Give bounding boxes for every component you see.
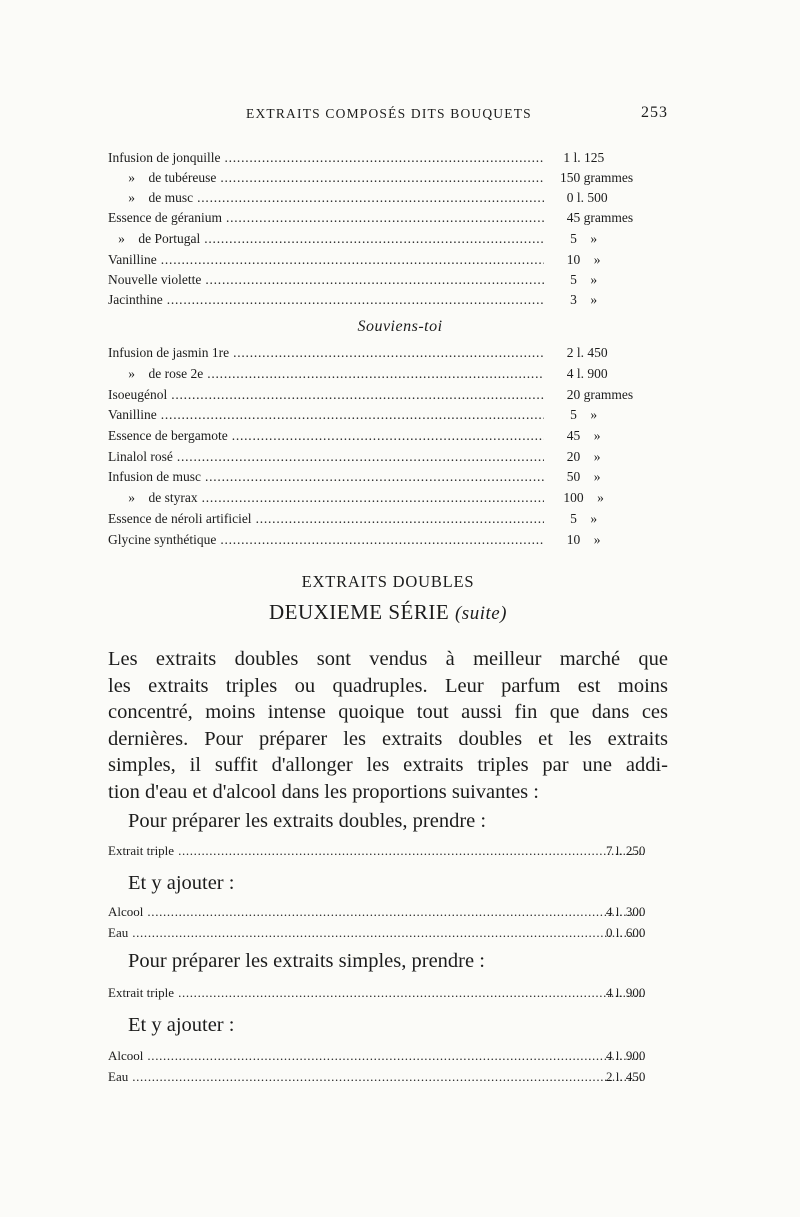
formula-row: Alcool . . . 4 l. 900 — [108, 1048, 648, 1068]
instruction-add-simples: Et y ajouter : — [128, 1014, 235, 1036]
paragraph-line: Les extraits doubles sont vendus à meilleur marché que — [108, 648, 668, 670]
formula-row: Essence de bergamote . . . 45 » — [108, 428, 548, 448]
formula-row: Eau . . . 0 l. 600 — [108, 925, 648, 945]
formula-row: » de tubéreuse . . . 150 grammes — [108, 170, 548, 190]
formula-row: Glycine synthétique . . . 10 » — [108, 532, 548, 552]
formula-row: Infusion de jonquille . . . 1 l. 125 — [108, 150, 548, 170]
formula-row: Isoeugénol . . . 20 grammes — [108, 387, 548, 407]
paragraph-line: les extraits triples ou quadruples. Leur parfum est moins — [108, 674, 668, 697]
paragraph-line: simples, il suffit d'allonger les extraits triples par une addi- — [108, 754, 668, 776]
section-subheading-text: DEUXIEME SÉRIE — [268, 600, 450, 624]
paragraph-line: concentré, moins intense quoique tout aussi fin que dans ces — [108, 701, 668, 723]
formula-row: Extrait triple . . . 7 l. 250 — [108, 843, 648, 863]
paragraph-line: tion d'eau et d'alcool dans les proportions suivantes : — [108, 780, 539, 803]
instruction-simples: Pour préparer les extraits simples, prendre : — [128, 950, 485, 972]
formula-row: Infusion de musc . . . 50 » — [108, 469, 548, 489]
formula-row: Eau . . . 2 l. 450 — [108, 1069, 648, 1089]
section-subheading — [0, 600, 776, 625]
formula-row: » de styrax . . . 100 » — [108, 490, 548, 510]
formula-row: Essence de néroli artificiel . . . 5 » — [108, 511, 548, 531]
formula-row: Vanilline . . . 10 » — [108, 252, 548, 272]
body-paragraph — [108, 646, 668, 805]
formula-row: Extrait triple . . . 4 l. 900 — [108, 985, 648, 1005]
formula-row: Nouvelle violette . . . 5 » — [108, 272, 548, 292]
formula-row: Linalol rosé . . . 20 » — [108, 449, 548, 469]
running-head — [108, 106, 668, 128]
section-subheading-note: (suite) — [454, 603, 508, 624]
formula-row: Alcool . . . 4 l. 300 — [108, 904, 648, 924]
formula-row: Jacinthine . . . 3 » — [108, 292, 548, 312]
instruction-doubles: Pour préparer les extraits doubles, prendre : — [128, 810, 487, 832]
paragraph-line: dernières. Pour préparer les extraits doubles et les extraits — [108, 727, 668, 750]
page-number: 253 — [641, 104, 668, 121]
formula-row: Vanilline . . . 5 » — [108, 407, 548, 427]
formula-row: » de musc . . . 0 l. 500 — [108, 190, 548, 210]
formula-row: Essence de géranium . . . 45 grammes — [108, 210, 548, 230]
instruction-add-doubles: Et y ajouter : — [128, 872, 235, 894]
formula-row: » de Portugal . . . 5 » — [108, 231, 548, 251]
formula-row: » de rose 2e . . . 4 l. 900 — [108, 366, 548, 386]
section-heading: EXTRAITS DOUBLES — [301, 572, 475, 591]
recipe-subtitle: Souviens-toi — [357, 318, 443, 335]
running-title: EXTRAITS COMPOSÉS DITS BOUQUETS — [246, 106, 532, 121]
formula-row: Infusion de jasmin 1re . . . 2 l. 450 — [108, 345, 548, 365]
